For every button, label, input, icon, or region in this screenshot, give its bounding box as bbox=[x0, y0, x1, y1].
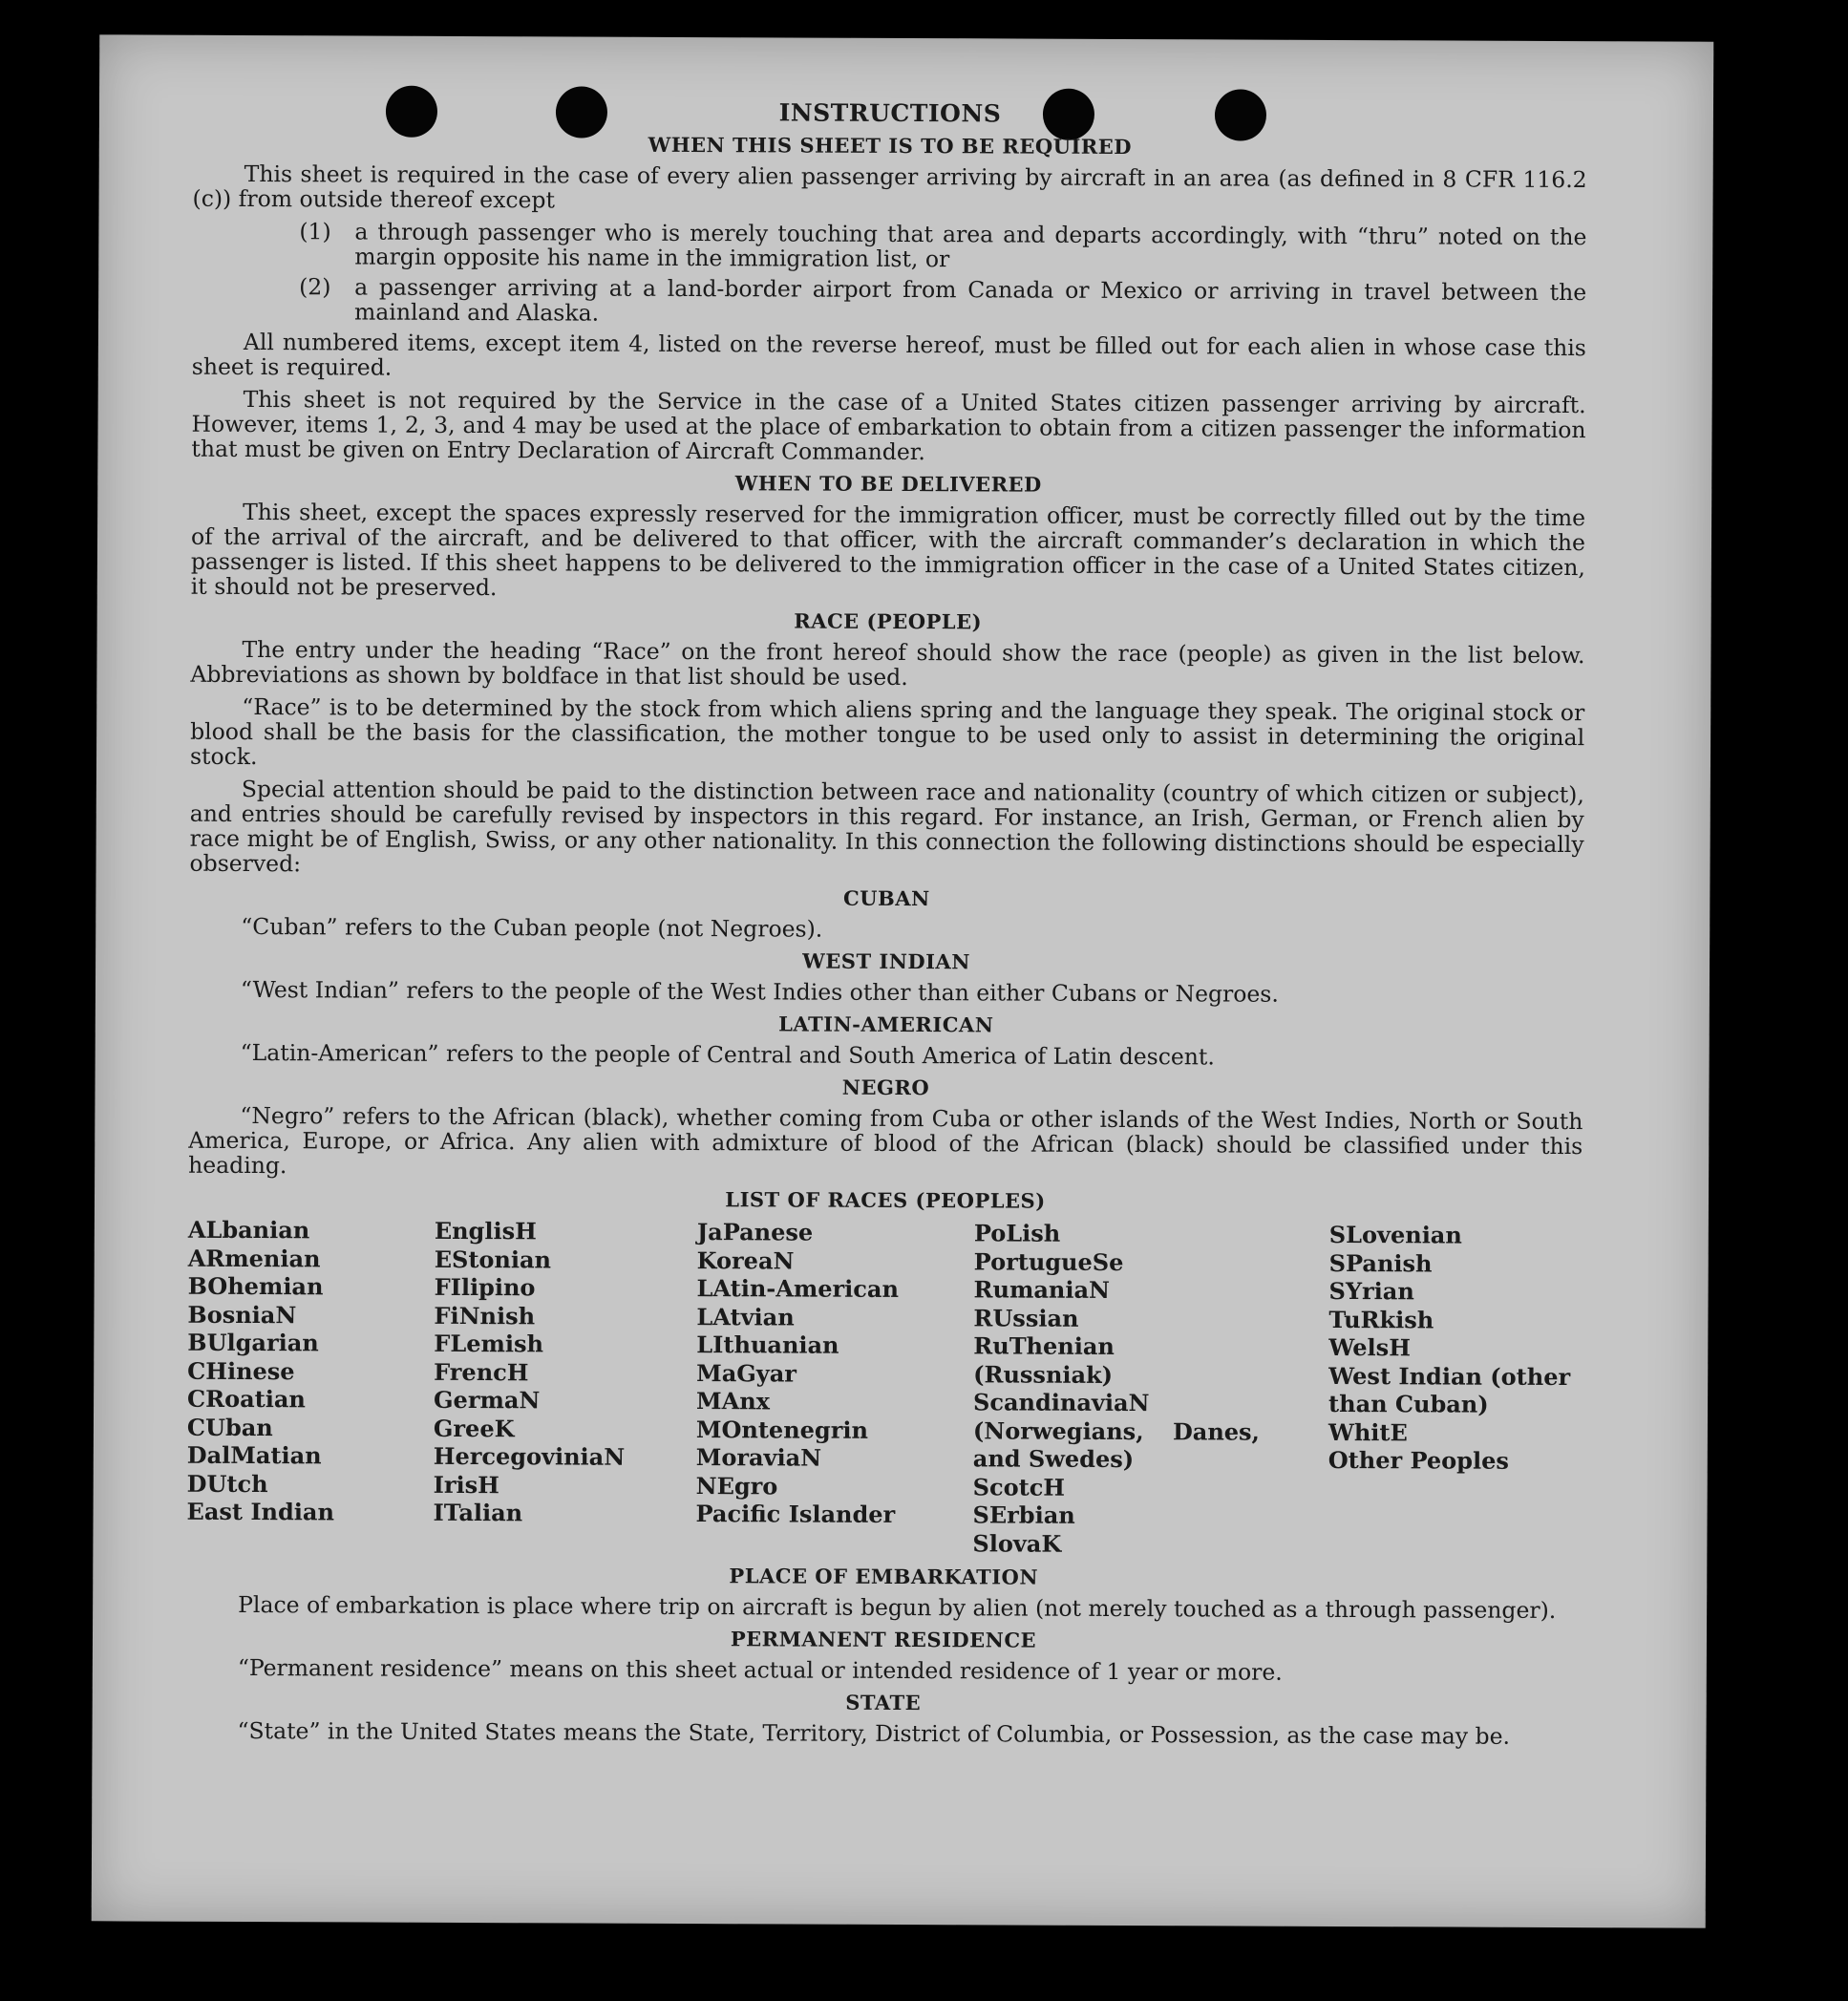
page-title: INSTRUCTIONS bbox=[778, 98, 1002, 128]
paragraph: Place of embarkation is place where trip on aircraft is begun by alien (not merely touched as a through passenger). bbox=[238, 1590, 1557, 1624]
race-entry: SYrian bbox=[1328, 1276, 1414, 1306]
races-column bbox=[972, 1219, 1261, 1558]
race-entry: BUlgarian bbox=[187, 1328, 319, 1357]
list-item bbox=[192, 219, 1586, 274]
race-entry: RuThenian (Russniak) bbox=[973, 1331, 1115, 1389]
race-entry: MoraviaN bbox=[695, 1443, 822, 1472]
race-entry: WelsH bbox=[1328, 1332, 1411, 1362]
race-entry: MOntenegrin bbox=[695, 1415, 869, 1444]
list-item bbox=[192, 274, 1586, 330]
race-entry: Other Peoples bbox=[1328, 1445, 1509, 1475]
race-entry: East Indian bbox=[186, 1497, 335, 1526]
heading-residence: PERMANENT RESIDENCE bbox=[730, 1627, 1037, 1652]
race-entry: HercegoviniaN bbox=[433, 1441, 626, 1471]
race-entry: BosniaN bbox=[187, 1300, 297, 1329]
paragraph: “Permanent residence” means on this sheet actual or intended residence of 1 year or more. bbox=[237, 1653, 1283, 1686]
paragraph: “West Indian” refers to the people of the West Indies other than either Cubans or Negroes. bbox=[240, 975, 1279, 1008]
race-entry: CHinese bbox=[187, 1356, 295, 1385]
heading-latin-american: LATIN-AMERICAN bbox=[778, 1011, 994, 1037]
instructions-body bbox=[185, 98, 1587, 1756]
race-entry: EnglisH bbox=[434, 1216, 537, 1245]
race-entry: CUban bbox=[186, 1413, 273, 1441]
race-entry: DalMatian bbox=[186, 1440, 322, 1470]
race-entry: SLovenian bbox=[1328, 1220, 1462, 1249]
race-entry: GermaN bbox=[434, 1385, 541, 1415]
heading-west-indian: WEST INDIAN bbox=[802, 948, 971, 974]
race-entry: Pacific Islander bbox=[695, 1500, 896, 1528]
form-sheet bbox=[92, 34, 1714, 1927]
race-entry: NEgro bbox=[695, 1471, 778, 1500]
race-entry: WhitE bbox=[1328, 1417, 1408, 1446]
race-entry: FrencH bbox=[434, 1357, 529, 1386]
race-entry: JaPanese bbox=[696, 1218, 814, 1246]
heading-embarkation: PLACE OF EMBARKATION bbox=[729, 1564, 1039, 1589]
race-entry: ARmenian bbox=[187, 1244, 321, 1272]
race-entry: MaGyar bbox=[696, 1358, 797, 1388]
race-entry: DUtch bbox=[186, 1469, 268, 1498]
race-entry: MAnx bbox=[696, 1387, 771, 1416]
race-entry: ITalian bbox=[433, 1498, 523, 1527]
item-text: a through passenger who is merely touching that area and departs accordingly, with “thru” noted on the margin opposite his name in the immigration list, or bbox=[354, 218, 1587, 273]
races-column bbox=[433, 1217, 697, 1556]
race-entry: PoLish bbox=[973, 1219, 1061, 1247]
race-entry: BOhemian bbox=[187, 1271, 324, 1301]
heading-negro: NEGRO bbox=[841, 1075, 930, 1100]
paragraph: Special attention should be paid to the distinction between race and nationality (country of which citizen or subject), and entries should be carefully revised by inspectors in this regard. For instance, an Irish, German, or French alien by race might be of English, Swiss, or any other nationality. In this connection the following distinctions should be especially observed: bbox=[189, 775, 1584, 878]
race-entry: PortugueSe bbox=[973, 1246, 1124, 1276]
race-entry: SErbian bbox=[972, 1501, 1075, 1529]
race-entry: IrisH bbox=[433, 1470, 499, 1499]
item-number: (1) bbox=[299, 218, 331, 245]
item-number: (2) bbox=[299, 273, 331, 301]
race-entry: RumaniaN bbox=[973, 1275, 1111, 1304]
races-column bbox=[1328, 1221, 1582, 1560]
race-entry: GreeK bbox=[433, 1414, 515, 1442]
heading-required: WHEN THIS SHEET IS TO BE REQUIRED bbox=[648, 132, 1133, 160]
race-entry: CRoatian bbox=[187, 1384, 306, 1414]
paragraph: “Cuban” refers to the Cuban people (not Negroes). bbox=[241, 912, 823, 943]
paragraph: This sheet is not required by the Service in the case of a United States citizen passenger arriving by aircraft. However, items 1, 2, 3, and 4 may be used at the place of embarkation to obtain from a citizen passenger the information that must be given on Entry Declaration of Aircraft Commander. bbox=[191, 385, 1586, 466]
race-entry: ScotcH bbox=[972, 1472, 1066, 1501]
heading-race: RACE (PEOPLE) bbox=[794, 608, 983, 634]
races-column bbox=[186, 1216, 435, 1555]
race-entry: LIthuanian bbox=[696, 1330, 839, 1359]
race-entry: FiNnish bbox=[434, 1301, 536, 1330]
paragraph: The entry under the heading “Race” on the front hereof should show the race (people) as given in the list below. Abbreviations as shown by boldface in that list should be used. bbox=[190, 635, 1585, 692]
race-entry: FIlipino bbox=[434, 1272, 536, 1302]
race-entry: LAtin-American bbox=[696, 1274, 900, 1303]
item-text: a passenger arriving at a land-border airport from Canada or Mexico or arriving in travel between the mainland and Alaska. bbox=[353, 273, 1587, 327]
heading-delivered: WHEN TO BE DELIVERED bbox=[734, 471, 1042, 497]
paragraph: All numbered items, except item 4, listed on the reverse hereof, must be filled out for each alien in whose case this sheet is required. bbox=[191, 328, 1586, 381]
heading-state: STATE bbox=[845, 1690, 922, 1715]
paragraph: This sheet, except the spaces expressly reserved for the immigration officer, must be correctly filled out by the time of the arrival of the aircraft, and be delivered to that officer, with the aircraft commander’s declaration in which the passenger is listed. If this sheet happens to be delivered to the immigration officer in the case of a United States citizen, it should not be preserved. bbox=[190, 498, 1586, 602]
race-entry: EStonian bbox=[434, 1245, 552, 1273]
race-entry: ALbanian bbox=[187, 1215, 310, 1245]
race-entry: ScandinaviaN (Norwegians, Danes, and Swedes) bbox=[972, 1388, 1261, 1474]
paragraph: This sheet is required in the case of every alien passenger arriving by aircraft in an area (as defined in 8 CFR 116.2 (c)) from outside thereof except bbox=[192, 160, 1587, 214]
race-entry: SlovaK bbox=[972, 1528, 1062, 1558]
race-entry: KoreaN bbox=[696, 1245, 795, 1275]
heading-cuban: CUBAN bbox=[842, 885, 930, 911]
race-entry: TuRkish bbox=[1328, 1305, 1434, 1333]
race-entry: SPanish bbox=[1328, 1248, 1433, 1277]
race-entry: LAtvian bbox=[696, 1302, 795, 1331]
race-entry: FLemish bbox=[434, 1329, 544, 1358]
heading-list-of-races: LIST OF RACES (PEOPLES) bbox=[725, 1187, 1046, 1213]
races-list bbox=[186, 1216, 1582, 1560]
race-entry: RUssian bbox=[973, 1303, 1079, 1332]
paragraph: “Race” is to be determined by the stock from which aliens spring and the language they speak. The original stock or blood shall be the basis for the classification, the mother tongue to be used only to assist in determining the original stock. bbox=[189, 692, 1585, 771]
race-entry: West Indian (other than Cuban) bbox=[1328, 1361, 1571, 1418]
paragraph: “Negro” refers to the African (black), whether coming from Cuba or other islands of the West Indies, North or South America, Europe, or Africa. Any alien with admixture of blood of the African (black) should be classified under this heading. bbox=[188, 1101, 1583, 1180]
paragraph: “State” in the United States means the State, Territory, District of Columbia, or Possession, as the case may be. bbox=[237, 1716, 1511, 1750]
paragraph: “Latin-American” refers to the people of Central and South America of Latin descent. bbox=[240, 1038, 1215, 1071]
races-column bbox=[695, 1218, 974, 1557]
